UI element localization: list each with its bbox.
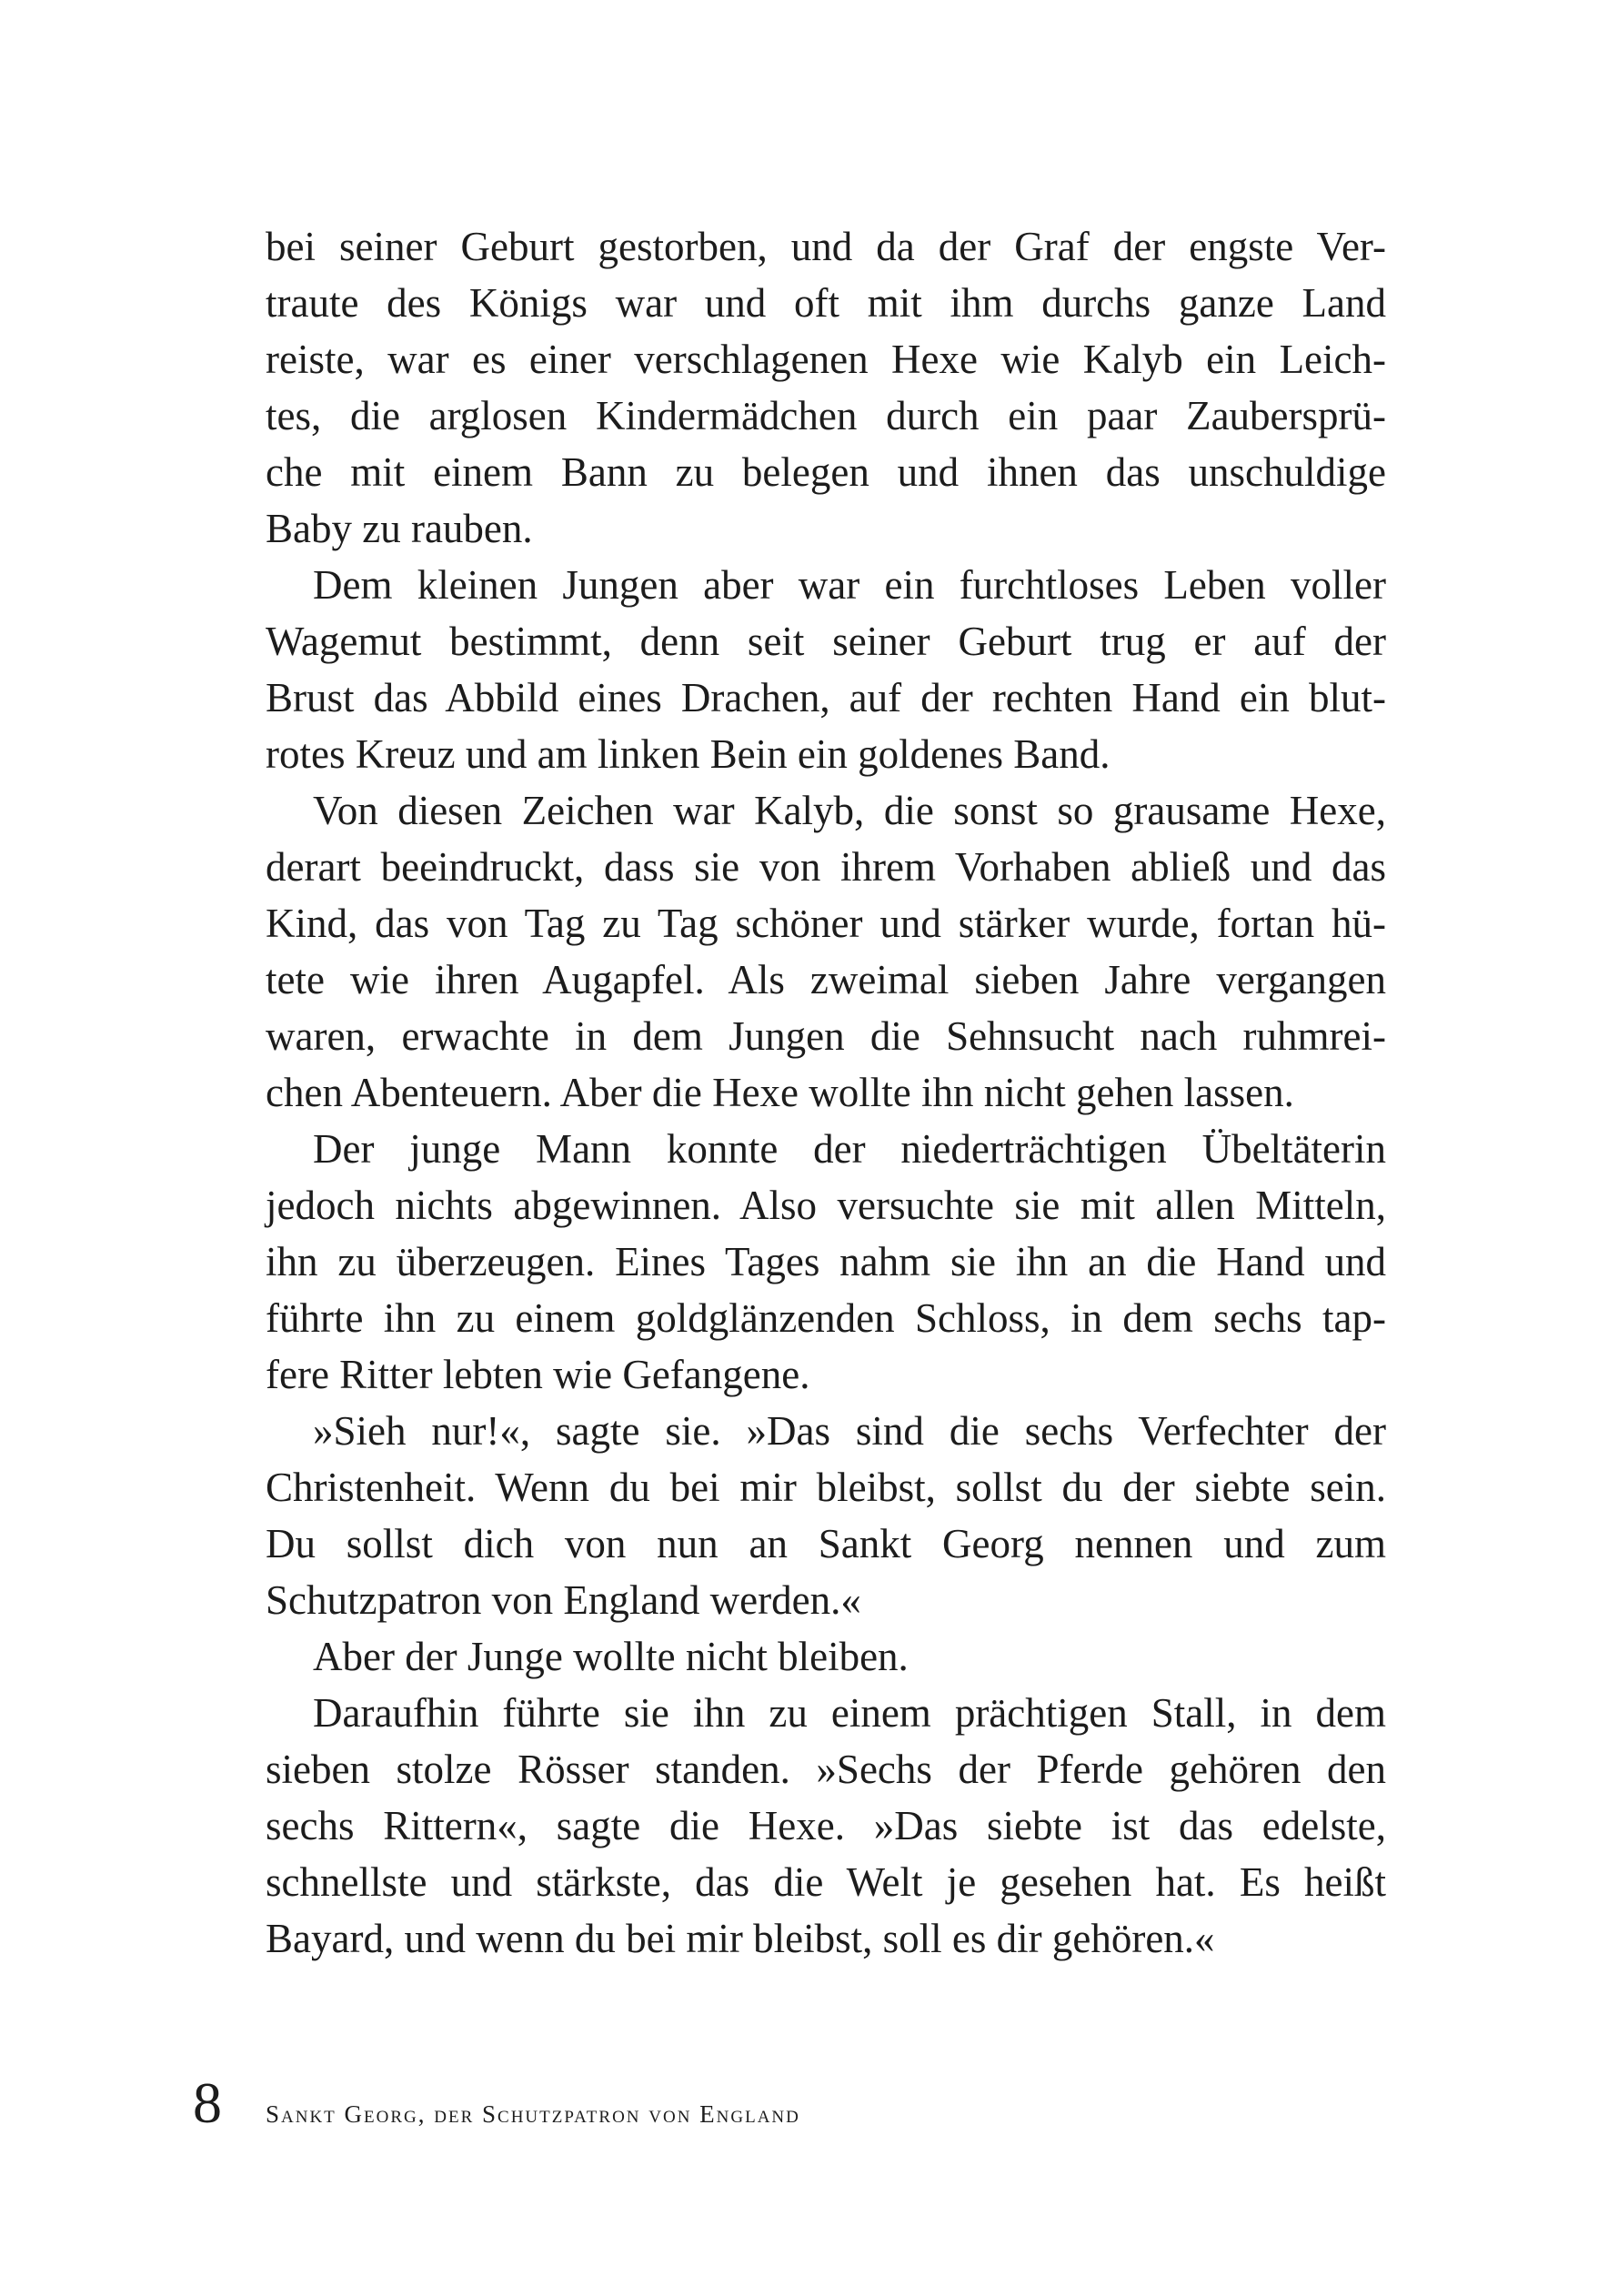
text-line: Der junge Mann konnte der niederträchtigen Übeltäterin [313, 1126, 1386, 1172]
text-line: bei seiner Geburt gestorben, und da der Graf der engste Ver- [266, 224, 1386, 269]
text-line: tete wie ihren Augapfel. Als zweimal sieben Jahre vergangen [266, 957, 1386, 1002]
text-line: che mit einem Bann zu belegen und ihnen das unschuldige [266, 449, 1386, 495]
page-number: 8 [193, 2070, 222, 2135]
text-line: Daraufhin führte sie ihn zu einem prächtigen Stall, in dem [313, 1690, 1386, 1736]
text-line: führte ihn zu einem goldglänzenden Schloss, in dem sechs tap- [266, 1295, 1386, 1341]
text-line: Von diesen Zeichen war Kalyb, die sonst so grausame Hexe, [313, 788, 1386, 833]
text-line: derart beeindruckt, dass sie von ihrem Vorhaben abließ und das [266, 844, 1386, 890]
text-line: Baby zu rauben. [266, 506, 533, 551]
text-line: reiste, war es einer verschlagenen Hexe wie Kalyb ein Leich- [266, 337, 1386, 382]
text-line: Schutzpatron von England werden.« [266, 1577, 861, 1623]
text-line: Bayard, und wenn du bei mir bleibst, soll es dir gehören.« [266, 1916, 1215, 1961]
text-line: Aber der Junge wollte nicht bleiben. [313, 1634, 909, 1679]
text-line: chen Abenteuern. Aber die Hexe wollte ihn nicht gehen lassen. [266, 1070, 1294, 1115]
running-title: Sankt Georg, der Schutzpatron von England [266, 2100, 800, 2128]
text-line: Dem kleinen Jungen aber war ein furchtloses Leben voller [313, 562, 1386, 608]
text-line: sieben stolze Rösser standen. »Sechs der Pferde gehören den [266, 1747, 1386, 1792]
text-line: schnellste und stärkste, das die Welt je gesehen hat. Es heißt [266, 1859, 1386, 1905]
body-text [266, 218, 1386, 1967]
text-line: traute des Königs war und oft mit ihm durchs ganze Land [266, 280, 1386, 326]
text-line: tes, die arglosen Kindermädchen durch ein paar Zaubersprü- [266, 393, 1386, 438]
text-line: sechs Rittern«, sagte die Hexe. »Das siebte ist das edelste, [266, 1803, 1386, 1848]
text-line: waren, erwachte in dem Jungen die Sehnsucht nach ruhmrei- [266, 1013, 1386, 1059]
text-line: Brust das Abbild eines Drachen, auf der rechten Hand ein blut- [266, 675, 1386, 720]
text-line: jedoch nichts abgewinnen. Also versuchte sie mit allen Mitteln, [266, 1183, 1386, 1228]
text-line: ihn zu überzeugen. Eines Tages nahm sie ihn an die Hand und [266, 1239, 1386, 1284]
text-line: rotes Kreuz und am linken Bein ein goldenes Band. [266, 731, 1111, 777]
page-footer [193, 2067, 800, 2140]
text-line: Wagemut bestimmt, denn seit seiner Geburt trug er auf der [266, 619, 1386, 664]
text-line: Christenheit. Wenn du bei mir bleibst, sollst du der siebte sein. [266, 1465, 1386, 1510]
text-line: fere Ritter lebten wie Gefangene. [266, 1352, 810, 1397]
text-line: »Sieh nur!«, sagte sie. »Das sind die sechs Verfechter der [313, 1408, 1386, 1454]
text-line: Du sollst dich von nun an Sankt Georg nennen und zum [266, 1521, 1386, 1566]
text-line: Kind, das von Tag zu Tag schöner und stärker wurde, fortan hü- [266, 901, 1386, 946]
